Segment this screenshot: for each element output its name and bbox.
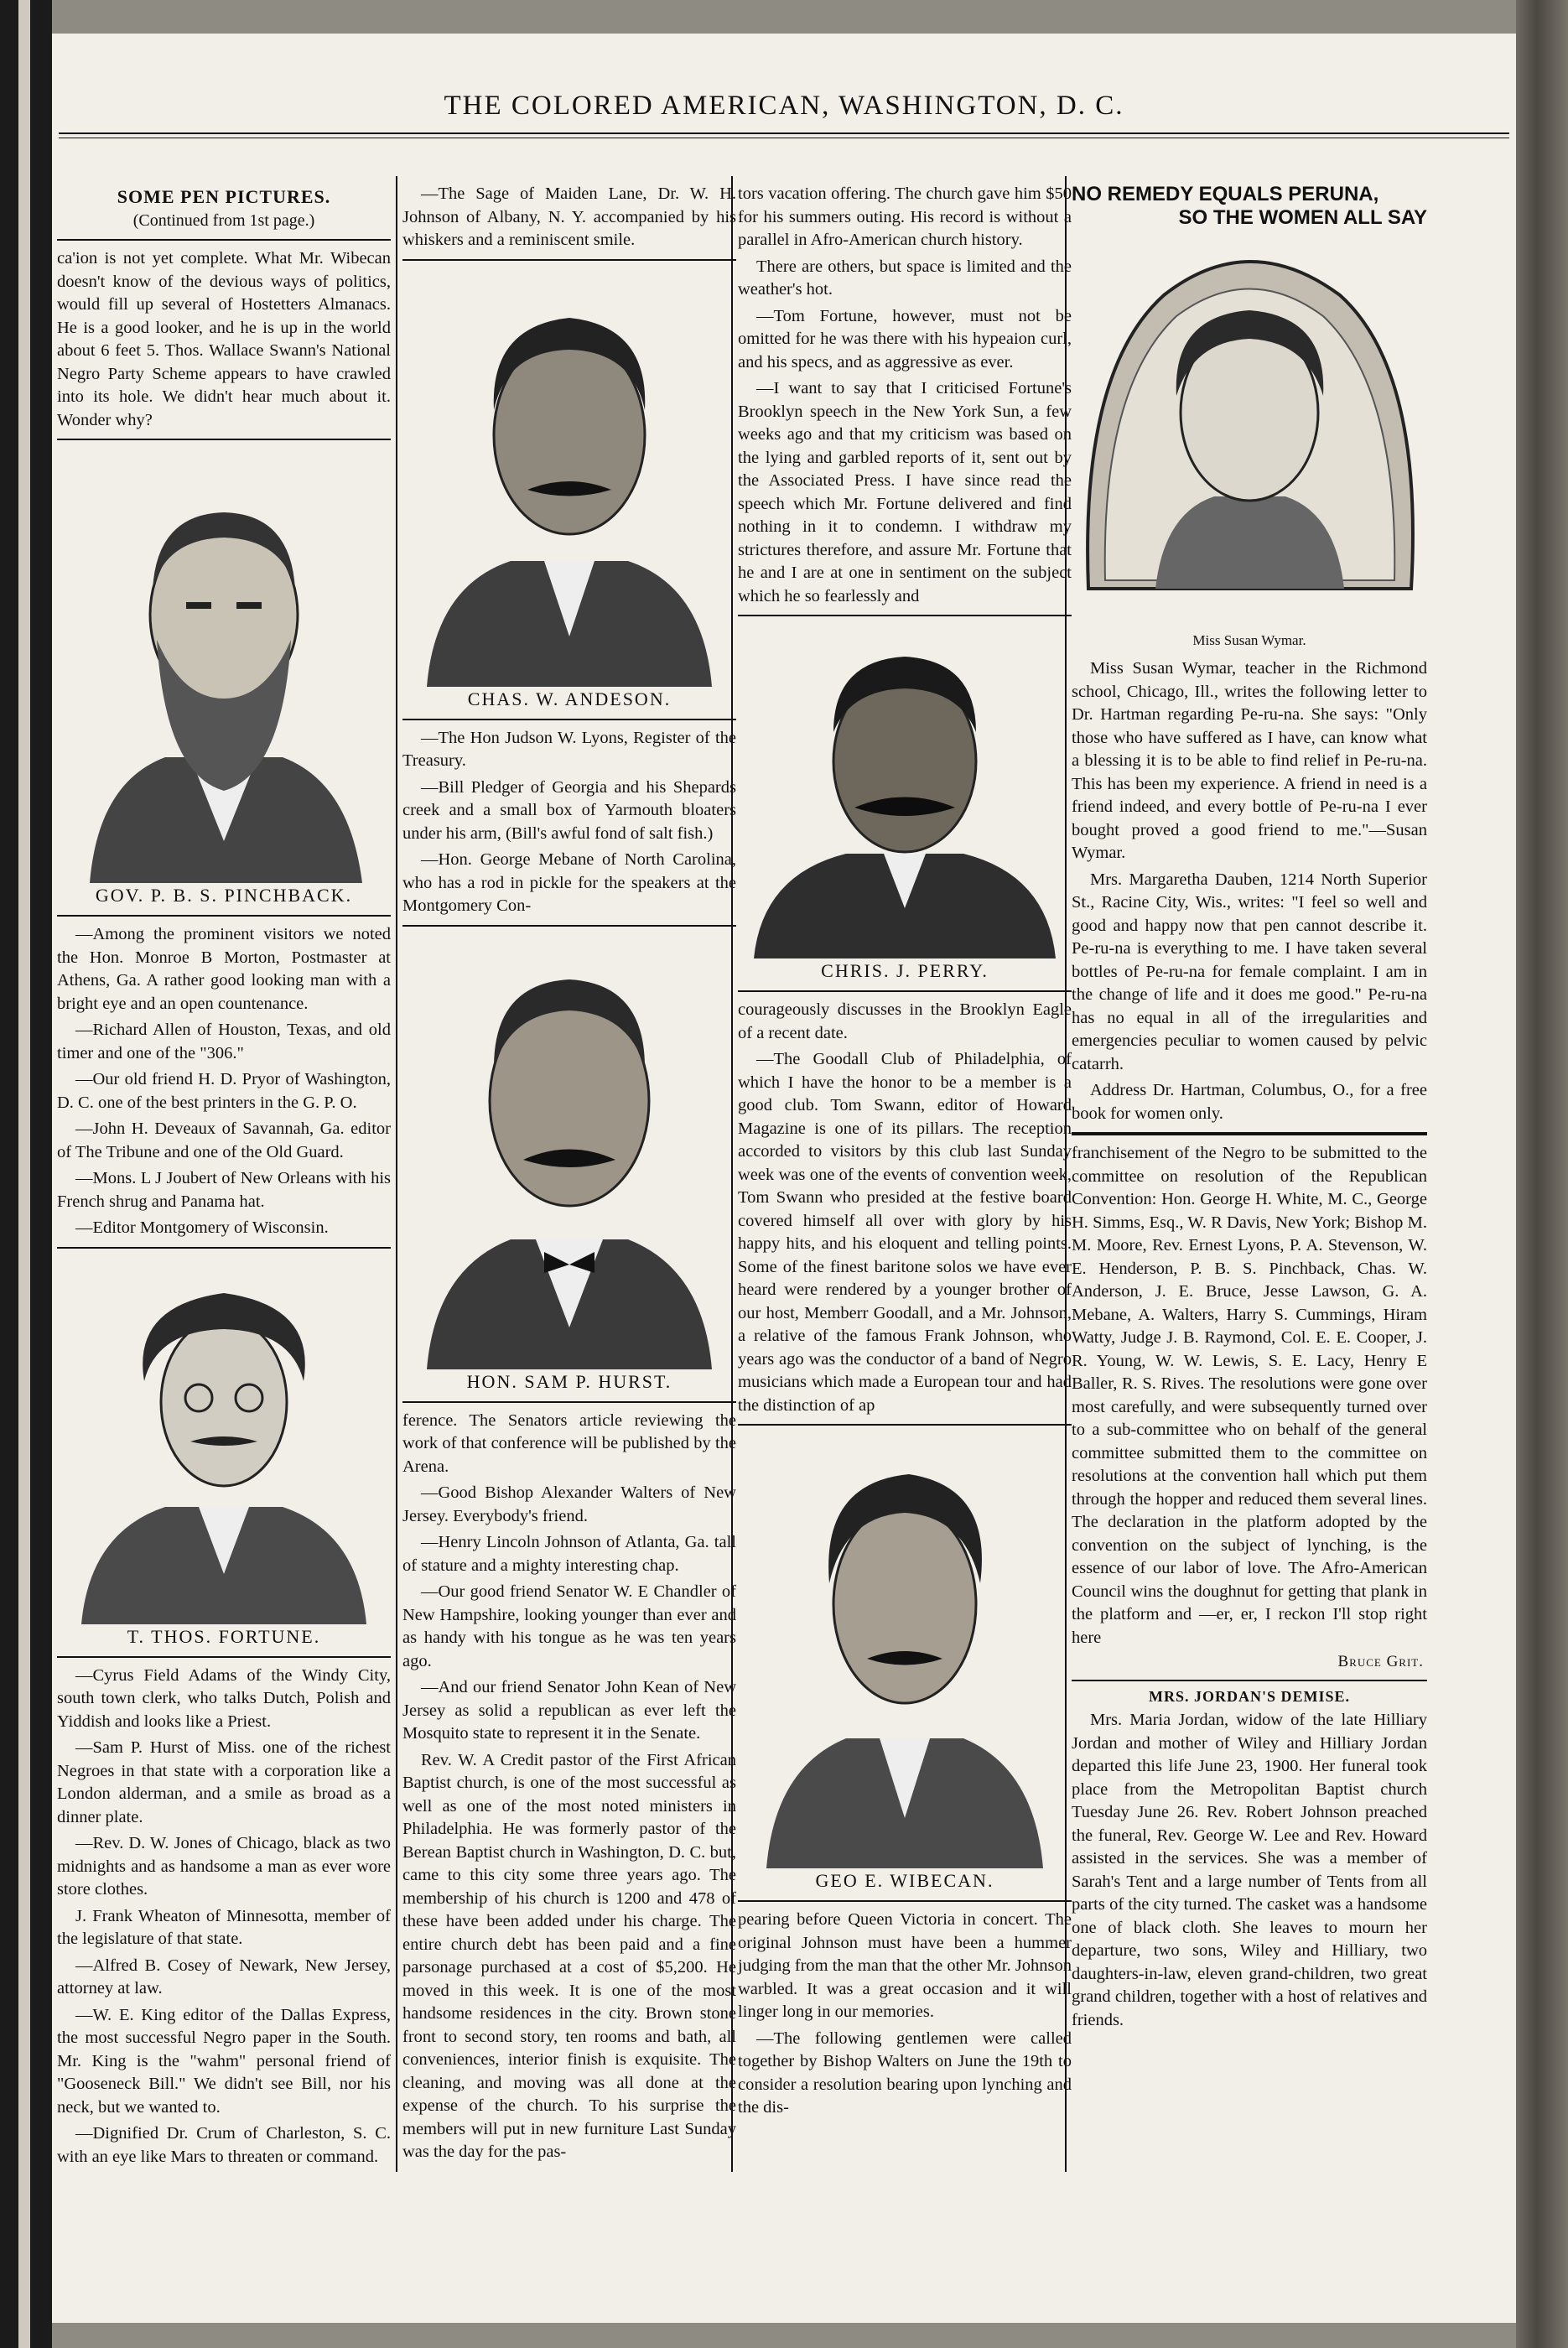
divider — [738, 1900, 1072, 1902]
portrait-caption: CHAS. W. ANDESON. — [467, 688, 672, 709]
paragraph: —Hon. George Mebane of North Carolina, who has a rod in pickle for the speakers at the Montgomery Con- — [402, 850, 736, 915]
portrait-caption: Miss Susan Wymar. — [1192, 632, 1306, 648]
portrait-wymar — [1072, 236, 1427, 631]
paragraph: —Richard Allen of Houston, Texas, and old timer and one of the "306." — [57, 1021, 391, 1062]
article-heading: SOME PEN PICTURES. — [117, 186, 331, 207]
divider — [402, 1401, 736, 1403]
divider — [738, 1424, 1072, 1426]
paragraph: —The following gentlemen were called together by Bishop Walters on June the 19th to consider a resolution bearing upon lynching and the dis- — [738, 2029, 1072, 2117]
paragraph: —Tom Fortune, however, must not be omitted for he was there with his hypeaion curl, and his specs, and as aggressive as ever. — [738, 306, 1072, 371]
portrait-caption: T. THOS. FORTUNE. — [127, 1625, 321, 1647]
divider — [402, 719, 736, 720]
book-edge-right — [1516, 0, 1568, 2348]
paragraph: Mrs. Maria Jordan, widow of the late Hilliary Jordan and mother of Wiley and Hilliary Jordan departed this life June 23, 1900. Her funeral took place from the Metropolitan Baptist church Tuesday June 26. Rev. Robert Johnson preached the funeral, Rev. George W. Lee and Rev. Howard assisted in the services. She was a member of Sarah's Tent and a large number of Tents from all parts of the city turned. The casket was a handsome one of black cloth. She leaves to mourn her departure, two sons, Wiley and Hilliary, two daughters-in-law, eleven grand-children, two great grand children, together with a host of relatives and friends. — [1072, 1711, 1427, 2029]
paragraph: —John H. Deveaux of Savannah, Ga. editor of The Tribune and one of the Old Guard. — [57, 1119, 391, 1161]
paragraph: ca'ion is not yet complete. What Mr. Wibecan doesn't know of the devious ways of politics, would fill up several of Hostetters Almanacs. He is a good looker, and he is up in the world about 6 feet 5. Thos. Wallace Swann's National Negro Party Scheme appears to have crawled into its hole. We didn't hear much about it. Wonder why? — [57, 249, 391, 429]
column-3 — [738, 183, 1072, 2123]
paragraph: —The Sage of Maiden Lane, Dr. W. H. Johnson of Albany, N. Y. accompanied by his whiskers and a reminiscent smile. — [402, 184, 736, 249]
paragraph: —Rev. D. W. Jones of Chicago, black as two midnights and as handsome a man as ever wore store clothes. — [57, 1834, 391, 1899]
paragraph: —Our good friend Senator W. E Chandler of New Hampshire, looking younger than ever and as handy with his tongue as he was ten years ago. — [402, 1582, 736, 1670]
paragraph: —Mons. L J Joubert of New Orleans with his French shrug and Panama hat. — [57, 1169, 391, 1211]
divider — [1072, 1680, 1427, 1681]
divider — [57, 439, 391, 440]
paragraph: —The Goodall Club of Philadelphia, of which I have the honor to be a member is a good club. Tom Swann, editor of Howard Magazine is one of its pillars. The reception accorded to visitors by this club last Sunday week was one of the events of convention week, Tom Swann who presided at the festive board covered himself all over with glory by his happy hits, and his eloquent and telling points. Some of the finest baritone solos we have ever heard were rendered by a younger brother of our host, Memberr Goodall, and a Mr. Johnson, a relative of the famous Frank Johnson, who years ago was the conductor of a band of Negro musicians which made a European tour and had the distinction of ap — [738, 1050, 1072, 1415]
divider — [402, 259, 736, 261]
binding-stripe — [18, 0, 30, 2348]
paragraph: —Good Bishop Alexander Walters of New Jersey. Everybody's friend. — [402, 1483, 736, 1525]
portrait-caption: GOV. P. B. S. PINCHBACK. — [95, 885, 353, 906]
divider — [57, 239, 391, 241]
portrait-anderson — [402, 268, 736, 687]
paragraph: —I want to say that I criticised Fortune's Brooklyn speech in the New York Sun, a few weeks ago and that my criticism was based on the lying and garbled reports of it, sent out by the Associated Press. I have since read the speech which Mr. Fortune delivered and find nothing in it to condemn. I withdraw my strictures therefore, and assure Mr. Fortune that he and I are at one in sentiment on the subject which he so fearlessly and — [738, 379, 1072, 605]
portrait-hurst — [402, 933, 736, 1369]
paragraph: —Among the prominent visitors we noted the Hon. Monroe B Morton, Postmaster at Athens, Ga. A rather good looking man with a bright eye and an open countenance. — [57, 925, 391, 1013]
paragraph: —And our friend Senator John Kean of New Jersey as solid a republican as ever left the Mosquito state to represent it in the Senate. — [402, 1678, 736, 1743]
masthead: THE COLORED AMERICAN, WASHINGTON, D. C. — [444, 91, 1124, 121]
newspaper-page — [52, 34, 1516, 2323]
paragraph: courageously discusses in the Brooklyn Eagle of a recent date. — [738, 1000, 1072, 1042]
divider — [57, 1247, 391, 1249]
divider — [738, 615, 1072, 616]
paragraph: ference. The Senators article reviewing the work of that conference will be published by the Arena. — [402, 1410, 736, 1476]
paragraph: —Sam P. Hurst of Miss. one of the richest Negroes in that state with a corporation like a London alderman, and a smile as broad as a dinner plate. — [57, 1738, 391, 1826]
paragraph: Miss Susan Wymar, teacher in the Richmond school, Chicago, Ill., writes the following letter to Dr. Hartman regarding Pe-ru-na. She says: "Only those who have suffered as I have, can know what a blessing it is to be able to find relief in Pe-ru-na. This has been my experience. A friend in need is a friend indeed, and every bottle of Pe-ru-na I ever bought proved a good friend to me."—Susan Wymar. — [1072, 659, 1427, 862]
paragraph: —Dignified Dr. Crum of Charleston, S. C. with an eye like Mars to threaten or command. — [57, 2124, 391, 2166]
paragraph: —The Hon Judson W. Lyons, Register of the Treasury. — [402, 728, 736, 770]
column-rule-1 — [396, 176, 397, 2172]
column-1 — [57, 183, 391, 2172]
divider — [738, 990, 1072, 992]
divider — [402, 925, 736, 927]
paragraph: J. Frank Wheaton of Minnesotta, member of the legislature of that state. — [57, 1906, 391, 1948]
divider — [57, 915, 391, 917]
paragraph: —Editor Montgomery of Wisconsin. — [75, 1218, 329, 1237]
paragraph: —Henry Lincoln Johnson of Atlanta, Ga. tall of stature and a mighty interesting chap. — [402, 1533, 736, 1575]
column-4 — [1072, 183, 1427, 2035]
portrait-caption: HON. SAM P. HURST. — [466, 1370, 672, 1392]
advert-subheadline: SO THE WOMEN ALL SAY — [1178, 206, 1427, 229]
advert-headline: NO REMEDY EQUALS PERUNA, — [1072, 183, 1379, 205]
paragraph: franchisement of the Negro to be submitted to the committee on resolution of the Republican Convention: Hon. George H. White, M. C., George H. Simms, Esq., W. R Davis, New York; Bishop M. M. Moore, Rev. Ernest Lyons, P. A. Stevenson, W. E. Henderson, P. B. S. Pinchback, Chas. W. Anderson, J. E. Bruce, Jesse Lawson, G. A. Mebane, A. Walters, Harry S. Cummings, Hiram Watty, Judge J. B. Raymond, Col. E. E. Cooper, J. R. Young, W. W. Lewis, S. E. Lacy, Henry E Baller, R. S. Rives. The resolutions were gone over most carefully, and were subsequently turned over to a sub-committee who on behalf of the general committee submitted them to the committee on resolutions at the convention hall which put them through the hopper and reduced them several lines. The declaration in the platform adopted by the convention on the subject of lynching, is the essence of our labor of love. The Afro-American Council wins the doughnut for getting that plank in the platform and —er, er, I reckon I'll stop right here — [1072, 1144, 1427, 1647]
article-subheading: (Continued from 1st page.) — [132, 211, 315, 230]
portrait-wibecan — [738, 1432, 1072, 1868]
paragraph: Mrs. Margaretha Dauben, 1214 North Superior St., Racine City, Wis., writes: "I feel so well and good and happy now that pen cannot describe it. Pe-ru-na is everything to me. I have taken several bottles of Pe-ru-na for female complaint. I am in the change of life and it does me good." Pe-ru-na has no equal in all of the irregularities and emergencies peculiar to women caused by pelvic catarrh. — [1072, 870, 1427, 1073]
portrait-caption: GEO E. WIBECAN. — [815, 1870, 994, 1891]
paragraph: tors vacation offering. The church gave him $50 for his summers outing. His record is without a parallel in Afro-American church history. — [738, 184, 1072, 249]
paragraph: —Bill Pledger of Georgia and his Shepards creek and a small box of Yarmouth bloaters under his arm, (Bill's awful fond of salt fish.) — [402, 777, 736, 843]
paragraph: —Our old friend H. D. Pryor of Washington, D. C. one of the best printers in the G. P. O. — [57, 1070, 391, 1112]
portrait-pinchback — [57, 447, 391, 883]
paragraph: —Alfred B. Cosey of Newark, New Jersey, attorney at law. — [57, 1956, 391, 1997]
paragraph: —Cyrus Field Adams of the Windy City, south town clerk, who talks Dutch, Polish and Yiddish and looks like a Priest. — [57, 1665, 391, 1731]
paragraph: pearing before Queen Victoria in concert. The original Johnson must have been a hummer judging from the man that the other Mr. Johnson warbled. It was a great occasion and it will linger long in our memories. — [738, 1910, 1072, 2021]
paragraph: Rev. W. A Credit pastor of the First African Baptist church, is one of the most successful as well as one of the most noted ministers in Philadelphia. He was formerly pastor of the Berean Baptist church in Washington, D. C. but, came to this city some three years ago. The membership of his church is 1200 and 478 of these have been added under his charge. The entire church debt has been paid and a fine parsonage purchased at a cost of $5,200. He moved in this week. It is one of the most handsome residences in the city. Brown stone front to second story, ten rooms and bath, all conveniences, interior finish is exquisite. The cleaning, and moving was all done at the expense of the church. To his surprise the members will put in new furniture Last Sunday was the day for the pas- — [402, 1750, 736, 2161]
column-2 — [402, 183, 736, 2168]
signature: Bruce Grit. — [1337, 1653, 1424, 1670]
book-binding-left — [0, 0, 52, 2348]
masthead-rule — [59, 132, 1509, 134]
paragraph: —W. E. King editor of the Dallas Express, the most successful Negro paper in the South. Mr. King is the "wahm" personal friend of "Gooseneck Bill." We didn't see Bill, nor his neck, but we wanted to. — [57, 2005, 391, 2117]
paragraph: There are others, but space is limited and the weather's hot. — [738, 257, 1072, 299]
paragraph: Address Dr. Hartman, Columbus, O., for a free book for women only. — [1072, 1081, 1427, 1123]
portrait-caption: CHRIS. J. PERRY. — [821, 960, 989, 981]
portrait-fortune — [57, 1255, 391, 1624]
divider — [57, 1656, 391, 1658]
divider — [1072, 1132, 1427, 1135]
article-heading: MRS. JORDAN'S DEMISE. — [1148, 1688, 1351, 1705]
portrait-perry — [738, 623, 1072, 958]
